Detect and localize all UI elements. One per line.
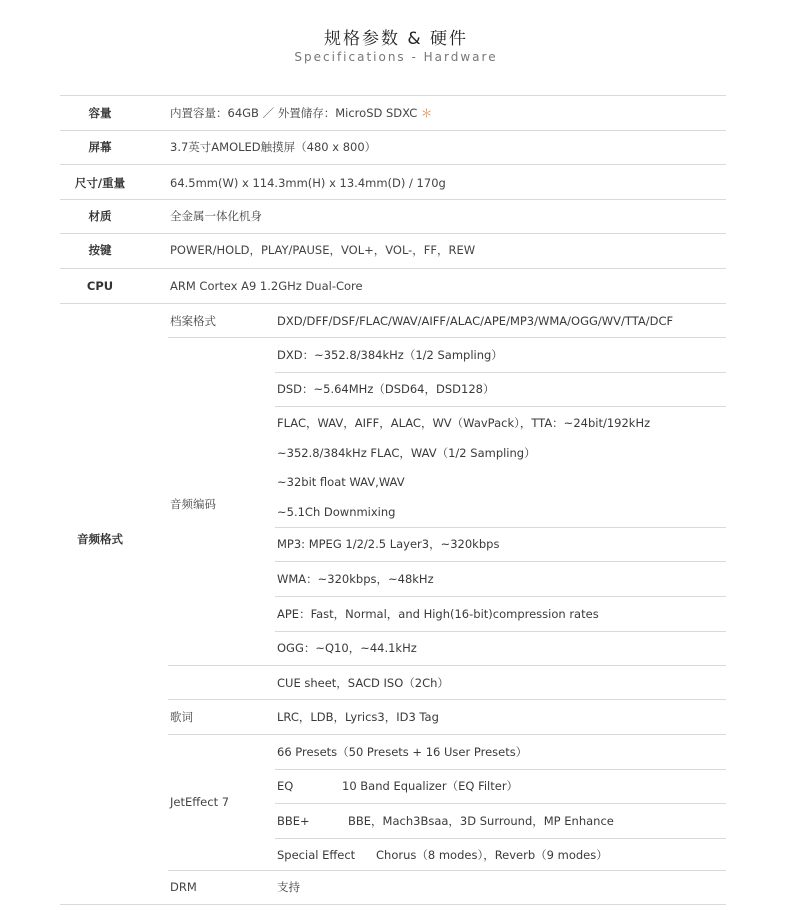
codec-flac-line: ~5.1Ch Downmixing bbox=[277, 505, 396, 519]
row-divider bbox=[168, 870, 726, 871]
row-divider bbox=[275, 596, 726, 597]
row-divider bbox=[60, 95, 726, 96]
bbe-label: BBE+ bbox=[277, 814, 310, 828]
row-divider bbox=[275, 838, 726, 839]
size-value: 64.5mm(W) x 114.3mm(H) x 13.4mm(D) / 170g bbox=[170, 176, 446, 190]
codec-ogg: OGG：~Q10，~44.1kHz bbox=[277, 641, 417, 655]
codec-wma: WMA：~320kbps，~48kHz bbox=[277, 572, 434, 586]
file-format-value: DXD/DFF/DSF/FLAC/WAV/AIFF/ALAC/APE/MP3/WMA/OGG/WV/TTA/DCF bbox=[277, 314, 674, 328]
bbe-value: BBE，Mach3Bsaa，3D Surround，MP Enhance bbox=[348, 814, 614, 828]
capacity-label: 容量 bbox=[88, 106, 112, 120]
row-divider bbox=[60, 233, 726, 234]
lyrics-value: LRC，LDB，Lyrics3，ID3 Tag bbox=[277, 710, 439, 724]
row-divider bbox=[168, 734, 726, 735]
size-label: 尺寸/重量 bbox=[74, 176, 126, 190]
footnote-mark: ＊ bbox=[420, 106, 433, 120]
row-divider bbox=[60, 303, 726, 304]
capacity-text: 内置容量：64GB ／ 外置储存：MicroSD SDXC bbox=[170, 106, 418, 120]
codec-flac-line: ~352.8/384kHz FLAC，WAV（1/2 Sampling） bbox=[277, 446, 536, 460]
row-divider bbox=[275, 631, 726, 632]
row-divider bbox=[275, 561, 726, 562]
drm-value: 支持 bbox=[277, 880, 300, 894]
row-divider bbox=[275, 406, 726, 407]
row-divider bbox=[60, 164, 726, 165]
special-effect-label: Special Effect bbox=[277, 848, 356, 862]
row-divider bbox=[60, 199, 726, 200]
row-divider bbox=[275, 372, 726, 373]
material-value: 全金属一体化机身 bbox=[170, 209, 262, 223]
row-divider bbox=[275, 769, 726, 770]
cpu-label: CPU bbox=[86, 279, 114, 293]
special-effect-value: Chorus（8 modes），Reverb（9 modes） bbox=[376, 848, 608, 862]
row-divider bbox=[60, 268, 726, 269]
codec-label: 音频编码 bbox=[170, 497, 216, 511]
jeteffect-presets: 66 Presets（50 Presets + 16 User Presets） bbox=[277, 745, 528, 759]
cue-value: CUE sheet，SACD ISO（2Ch） bbox=[277, 676, 449, 690]
codec-flac-line: ~32bit float WAV,WAV bbox=[277, 475, 405, 489]
page-title: 规格参数 & 硬件 bbox=[323, 29, 469, 49]
buttons-label: 按键 bbox=[88, 243, 112, 257]
buttons-value: POWER/HOLD，PLAY/PAUSE，VOL+，VOL-，FF，REW bbox=[170, 243, 476, 257]
row-divider bbox=[60, 904, 726, 905]
drm-label: DRM bbox=[170, 880, 197, 894]
row-divider bbox=[275, 803, 726, 804]
row-divider bbox=[275, 527, 726, 528]
lyrics-label: 歌词 bbox=[170, 710, 193, 724]
row-divider bbox=[60, 130, 726, 131]
codec-dsd: DSD：~5.64MHz（DSD64，DSD128） bbox=[277, 382, 495, 396]
codec-flac-line: FLAC，WAV，AIFF，ALAC，WV（WavPack），TTA：~24bit/192kHz bbox=[277, 416, 651, 430]
cpu-value: ARM Cortex A9 1.2GHz Dual-Core bbox=[170, 279, 363, 293]
row-divider bbox=[168, 337, 726, 338]
codec-mp3: MP3: MPEG 1/2/2.5 Layer3，~320kbps bbox=[277, 537, 500, 551]
material-label: 材质 bbox=[88, 209, 112, 223]
row-divider bbox=[168, 665, 726, 666]
page-subtitle: Specifications - Hardware bbox=[294, 50, 498, 64]
file-format-label: 档案格式 bbox=[170, 314, 216, 328]
audio-format-label: 音频格式 bbox=[77, 532, 123, 546]
screen-label: 屏幕 bbox=[88, 140, 112, 154]
row-divider bbox=[168, 699, 726, 700]
codec-dxd: DXD：~352.8/384kHz（1/2 Sampling） bbox=[277, 348, 503, 362]
codec-ape: APE：Fast，Normal，and High(16-bit)compression rates bbox=[277, 607, 599, 621]
capacity-value bbox=[170, 106, 432, 120]
eq-value: 10 Band Equalizer（EQ Filter） bbox=[342, 779, 519, 793]
eq-label: EQ bbox=[277, 779, 294, 793]
jeteffect-label: JetEffect 7 bbox=[170, 795, 230, 809]
screen-value: 3.7英寸AMOLED触摸屏（480 x 800） bbox=[170, 140, 377, 154]
